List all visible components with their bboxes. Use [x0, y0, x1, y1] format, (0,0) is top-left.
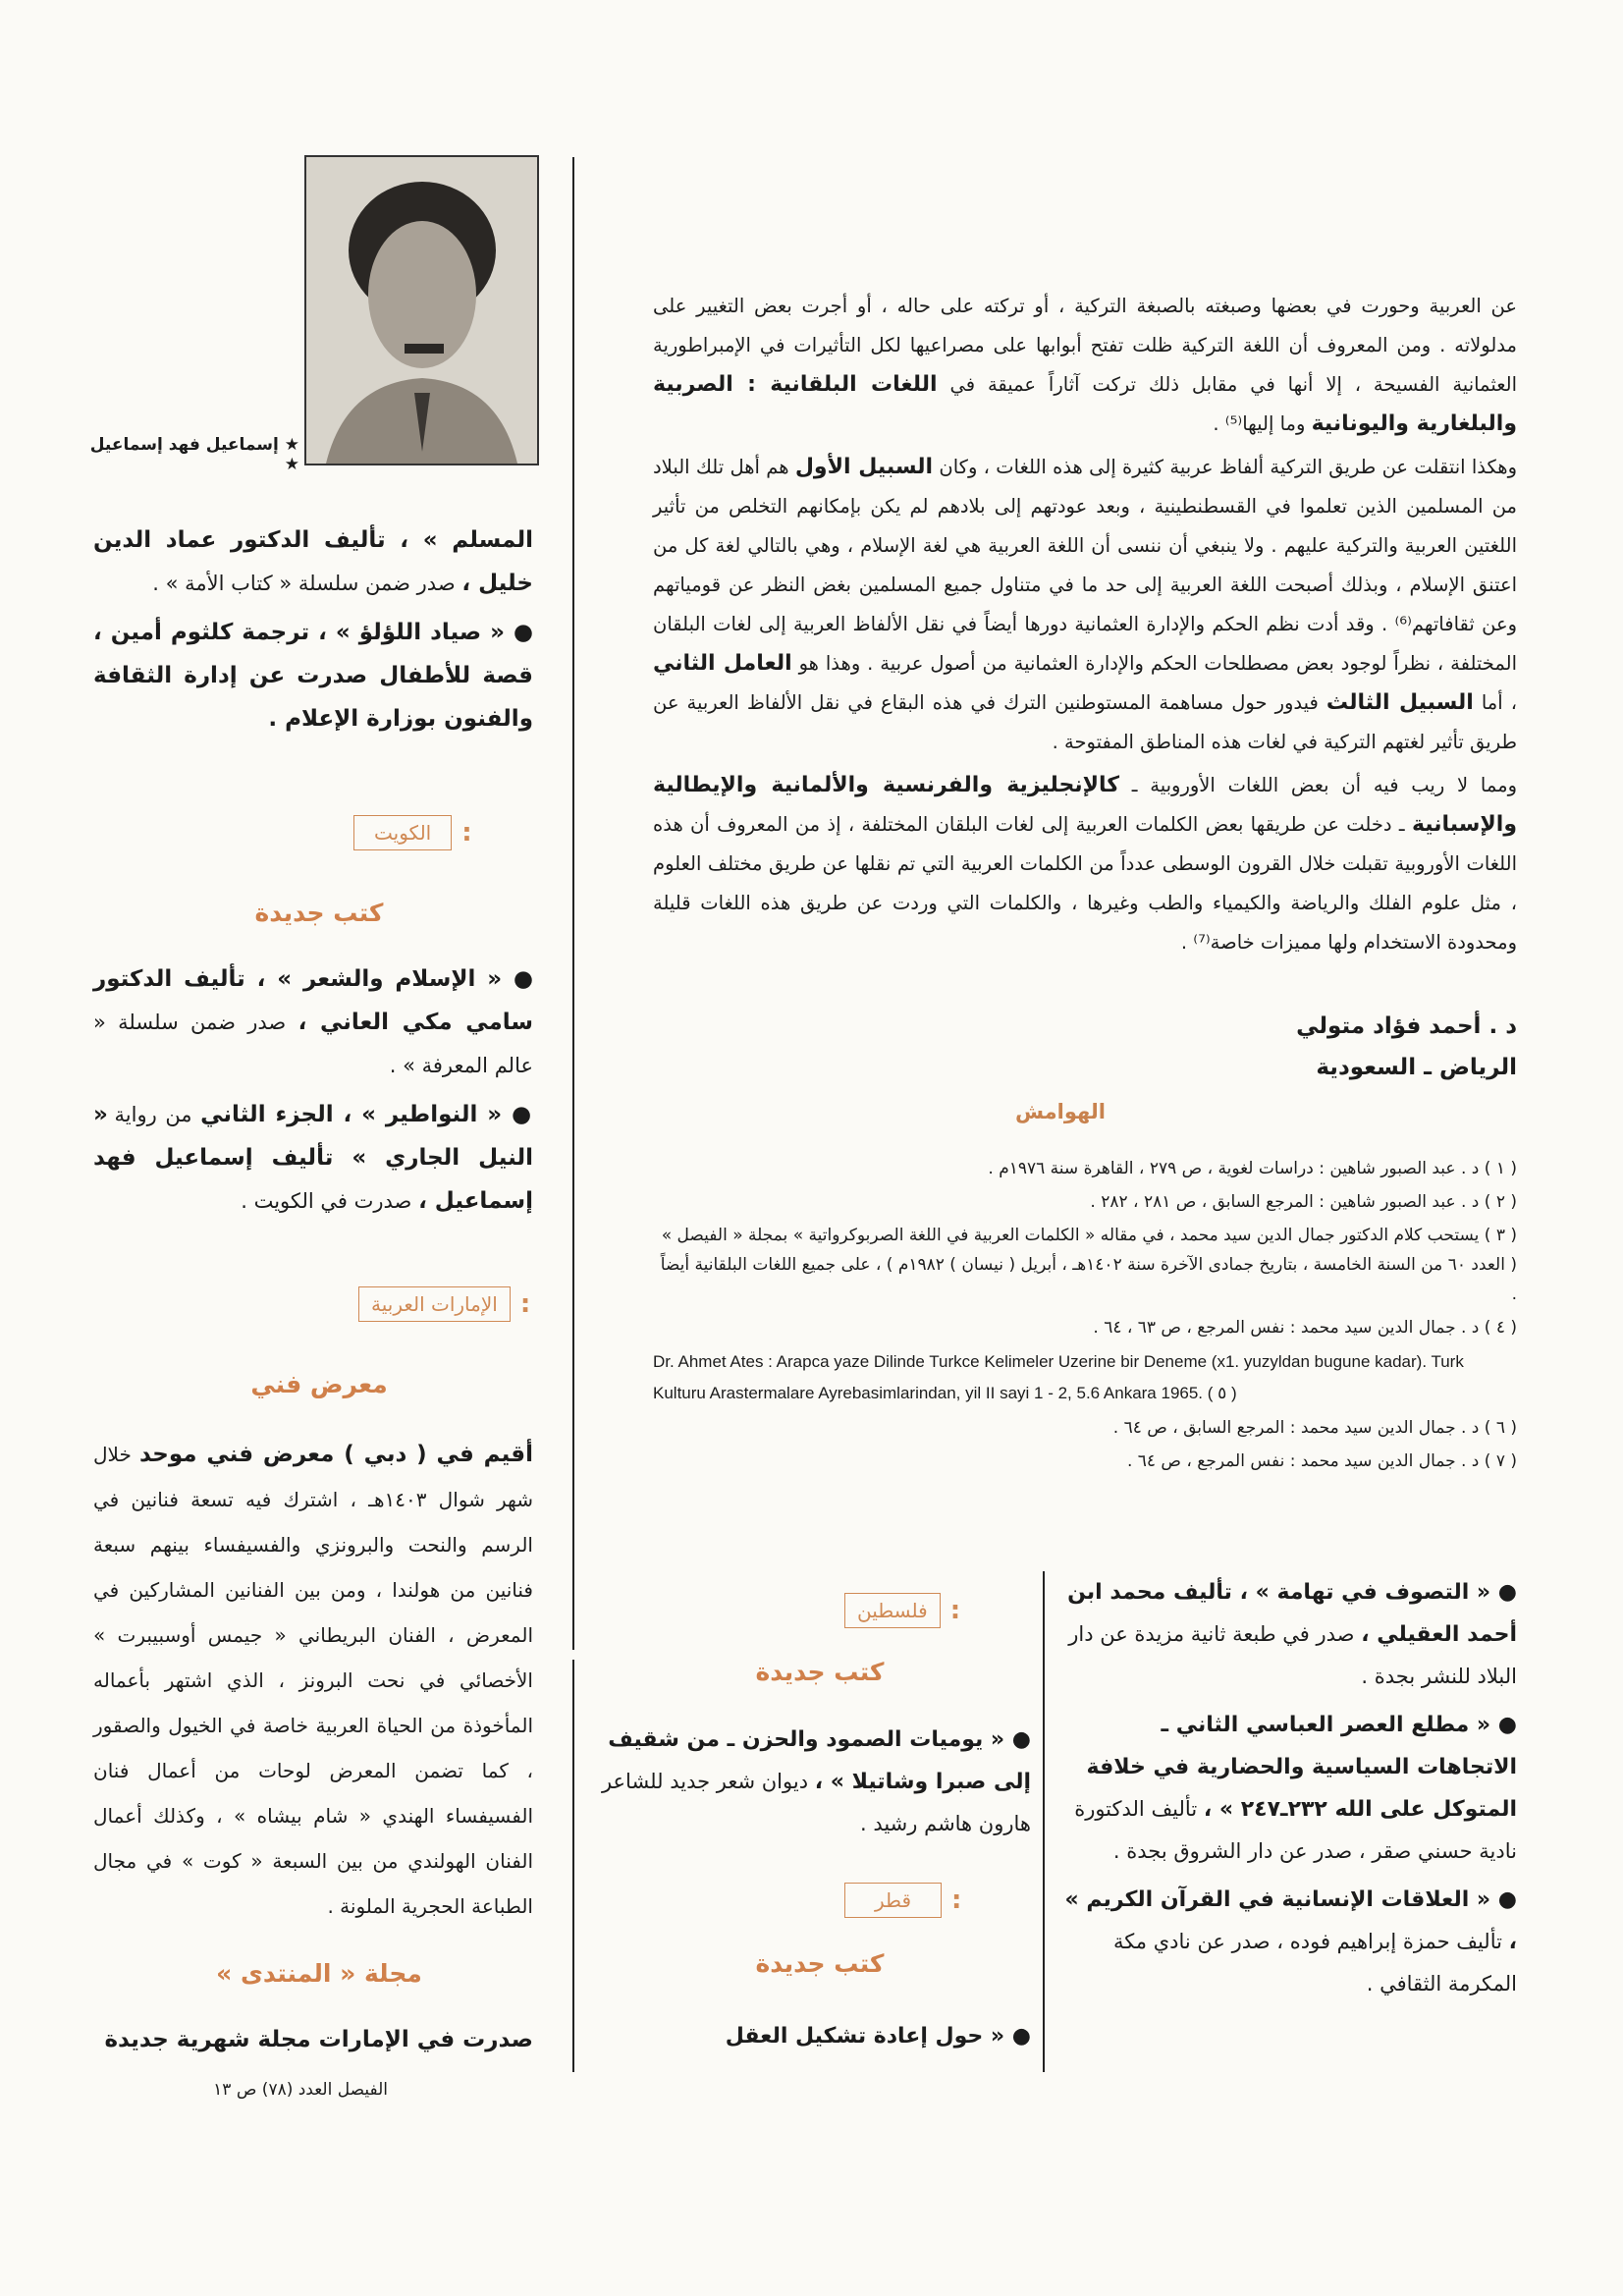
footnote-2: ( ٢ ) د . عبد الصبور شاهين : المرجع السابق ، ص ٢٨١ ، ٢٨٢ . — [1090, 1192, 1517, 1212]
book-item-3: ● « العلاقات الإنسانية في القرآن الكريم » ، تأليف حمزة إبراهيم فوده ، صدر عن نادي مكة المكرمة الثقافي . — [1064, 1887, 1517, 1995]
paragraph-1: عن العربية وحورت في بعضها وصبغته بالصبغة التركية ، أو تركته على حاله ، أو أجرت بعض التغيير على مدلولاته . ومن المعروف أن اللغة التركية ظلت تفتح أبوابها على مصراعيها لكل التأثيرات في الإمبراطورية العثمانية الفسيحة ، إلا أنها في مقابل ذلك تركت آثاراً عميقة في اللغات البلقانية : الصربية والبلغارية واليونانية وما إليها⁽⁵⁾ . — [653, 295, 1517, 436]
section-colon: : — [949, 1596, 961, 1625]
book-item-qatar: ● « حول إعادة تشكيل العقل — [725, 2024, 1031, 2049]
book-item-kuwait-1: ● « الإسلام والشعر » ، تأليف الدكتور سامي مكي العاني ، صدر ضمن سلسلة « عالم المعرفة » . — [93, 966, 533, 1077]
section-uae — [358, 1286, 530, 1322]
footnote-7: ( ٧ ) د . جمال الدين سيد محمد : نفس المرجع ، ص ٦٤ . — [1126, 1451, 1517, 1471]
exhibition-text: أقيم في ( دبي ) معرض فني موحد خلال شهر شوال ١٤٠٣هـ ، اشترك فيه تسعة فنانين في الرسم والنحت والبرونزي والفسيفساء بينهم سبعة فنانين من هولندا ، ومن بين الفنانين المشاركين في المعرض ، الفنان البريطاني « جيمس أوسبيبرت » الأخصائي في نحت البرونز ، الذي اشتهر بأعماله المأخوذة من الحياة العربية خاصة في الخيول والصقور ، كما تضمن المعرض لوحات من أعمال فنان الفسيفساء الهندي « شام بيشاه » ، وكذلك أعمال الفنان الهولندي من بين السبعة « كوت » في مجال الطباعة الحجرية الملونة . — [93, 1442, 534, 1918]
page-footer: الفيصل العدد (٧٨) ص ١٣ — [213, 2080, 388, 2100]
uae-exhibition — [93, 1432, 533, 1935]
section-palestine — [844, 1593, 960, 1628]
balkan-languages: اللغات البلقانية : الصربية والبلغارية واليونانية — [653, 372, 1517, 436]
footnote-5: Dr. Ahmet Ates : Arapca yaze Dilinde Turkce Kelimeler Uzerine bir Deneme (x1. yuzyldan bugune kadar). Turk Kulturu Arastermalare Ayrebasimlarindan, yil II sayi 1 - 2, 5.6 Ankara 1965. ( ٥ ) — [653, 1352, 1464, 1402]
heading-art-exhibition: معرض فني — [250, 1370, 388, 1398]
section-label-kuwait: الكويت — [353, 815, 452, 850]
heading-new-books-palestine: كتب جديدة — [755, 1658, 885, 1686]
column-divider-lower — [1043, 1571, 1045, 2072]
author-name: د . أحمد فؤاد متولي — [1296, 1013, 1517, 1039]
column-divider-main — [572, 157, 574, 1650]
heading-magazine: مجلة « المنتدى » — [216, 1959, 422, 1988]
footnote-4: ( ٤ ) د . جمال الدين سيد محمد : نفس المرجع ، ص ٦٣ ، ٦٤ . — [1093, 1318, 1517, 1338]
portrait-image — [306, 157, 537, 464]
footnote-3: ( ٣ ) يستحب كلام الدكتور جمال الدين سيد محمد ، في مقاله « الكلمات العربية في اللغة الصربوكرواتية » بمجلة « الفيصل » ( العدد ٦٠ من السنة الخامسة ، بتاريخ جمادى الآخرة سنة ١٤٠٢هـ ، أبريل ( نيسان ) ١٩٨٢م ) ، على جميع اللغات البلقانية أيضاً . — [660, 1226, 1517, 1304]
magazine-text: صدرت في الإمارات مجلة شهرية جديدة — [104, 2027, 533, 2052]
book-item-2: ● « مطلع العصر العباسي الثاني ـ الاتجاهات السياسية والحضارية في خلافة المتوكل على الله ٢٣٢ـ٢٤٧ » ، تأليف الدكتورة نادية حسني صقر ، صدر عن دار الشروق بجدة . — [1074, 1713, 1517, 1863]
left-column-top — [93, 519, 533, 746]
author-signature — [982, 1006, 1517, 1088]
left-para-2: ● « صياد اللؤلؤ » ، ترجمة كلثوم أمين ، قصة للأطفال صدرت عن إدارة الثقافة والفنون بوزارة الإعلام . — [93, 620, 533, 732]
footnotes-heading: الهوامش — [1015, 1100, 1106, 1123]
book-item-palestine: ● « يوميات الصمود والحزن ـ من شقيف إلى صبرا وشاتيلا » ، ديوان شعر جديد للشاعر هارون هاشم رشيد . — [601, 1727, 1031, 1835]
footnote-6: ( ٦ ) د . جمال الدين سيد محمد : المرجع السابق ، ص ٦٤ . — [1112, 1418, 1517, 1438]
author-place: الرياض ـ السعودية — [1316, 1055, 1517, 1080]
section-qatar — [844, 1883, 961, 1918]
column-divider-mid — [572, 1660, 574, 2072]
paragraph-2: وهكذا انتقلت عن طريق التركية ألفاظ عربية كثيرة إلى هذه اللغات ، وكان السبيل الأول هم أهل تلك البلاد من المسلمين الذين تعلموا في القسطنطينية ، وبعد عودتهم إلى بلادهم لم يكن بإمكانهم التخلص من تأثير اللغتين العربية والتركية عليهم . ولا ينبغي أن ننسى أن اللغة العربية هي لغة الإسلام ، وهي بالتالي لغة كل من اعتنق الإسلام ، وبذلك أصبحت اللغة العربية إلى حد ما في متناول جميع المسلمين بغض النظر عن قومياتهم وعن ثقافاتهم⁽⁶⁾ . وقد أدت نظم الحكم والإدارة العثمانية دورها أيضاً في نقل الألفاظ العربية إلى لغات البلقان المختلفة ، نظراً لوجود بعض مصطلحات الحكم والإدارة العثمانية من أصول عربية . وهذا هو العامل الثاني ، أما السبيل الثالث فيدور حول مساهمة المستوطنين الترك في هذه البقاع في نقل الألفاظ العربية عن طريق تأثير لغتهم التركية في لغات هذه المناطق المفتوحة . — [653, 455, 1518, 753]
heading-new-books-qatar: كتب جديدة — [755, 1949, 885, 1978]
article-body — [653, 287, 1517, 966]
palestine-books — [589, 1719, 1031, 1845]
book-item-1: ● « التصوف في تهامة » ، تأليف محمد ابن أحمد العقيلي ، صدر في طبعة ثانية مزيدة عن دار البلاد للنشر بجدة . — [1067, 1580, 1517, 1688]
photo-caption: ★ إسماعيل فهد إسماعيل ★ — [89, 435, 299, 474]
section-label-qatar: قطر — [844, 1883, 942, 1918]
section-label-uae: الإمارات العربية — [358, 1286, 511, 1322]
paragraph-3: ومما لا ريب فيه أن بعض اللغات الأوروبية ـ كالإنجليزية والفرنسية والألمانية والإيطالية والإسبانية ـ دخلت عن طريقها بعض الكلمات العربية إلى لغات البلقان المختلفة ، إذ من المعروف أن هذه اللغات الأوروبية تقبلت خلال القرون الوسطى عدداً من الكلمات العربية التي تم نقلها عن طريق مختلف العلوم ، مثل علوم الفلك والرياضة والكيمياء والطب وغيرها ، والكلمات التي وردت عن طريق هذه اللغات قليلة ومحدودة الاستخدام ولها مميزات خاصة⁽⁷⁾ . — [653, 773, 1517, 954]
section-label-palestine: فلسطين — [844, 1593, 941, 1628]
footnote-1: ( ١ ) د . عبد الصبور شاهين : دراسات لغوية ، ص ٢٧٩ ، القاهرة سنة ١٩٧٦م . — [988, 1159, 1517, 1178]
qatar-books — [589, 2015, 1031, 2057]
section-kuwait — [353, 815, 472, 850]
book-item-kuwait-2: ● « النواطير » ، الجزء الثاني من رواية « النيل الجاري » تأليف إسماعيل فهد إسماعيل ، صدرت في الكويت . — [93, 1102, 533, 1214]
section-colon: : — [519, 1289, 531, 1319]
section-colon: : — [461, 818, 472, 847]
books-list-right — [1060, 1571, 1517, 2011]
left-para-1: المسلم » ، تأليف الدكتور عماد الدين خليل ، صدر ضمن سلسلة « كتاب الأمة » . — [93, 527, 533, 596]
footnotes — [653, 1154, 1517, 1480]
author-photo — [304, 155, 539, 465]
kuwait-books — [93, 957, 533, 1229]
section-colon: : — [951, 1886, 962, 1915]
heading-new-books-kuwait: كتب جديدة — [254, 899, 384, 927]
